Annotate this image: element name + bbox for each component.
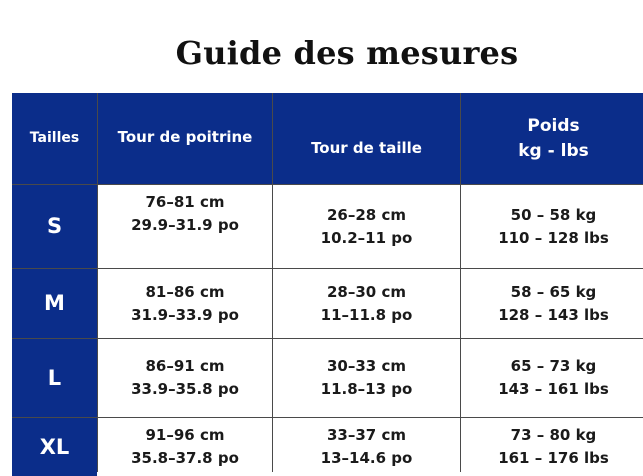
weight-lbs: 161 – 176 lbs (498, 449, 609, 467)
header-size (12, 93, 97, 184)
size-guide-table (12, 93, 643, 472)
size-label: S (46, 214, 63, 238)
header-waist (273, 93, 460, 184)
header-size-label: Tailles (29, 130, 80, 146)
weight-cell (461, 269, 643, 338)
chest-cm: 86–91 cm (145, 357, 225, 375)
weight-kg: 50 – 58 kg (510, 205, 597, 224)
waist-cm: 30–33 cm (327, 357, 406, 375)
header-chest (98, 93, 272, 184)
waist-cell (273, 185, 460, 268)
waist-cm: 26–28 cm (327, 205, 406, 224)
waist-in: 10.2–11 po (320, 228, 413, 247)
size-label: M (44, 291, 65, 315)
weight-cell (461, 418, 643, 476)
chest-cm: 91–96 cm (145, 426, 225, 444)
size-label: XL (39, 434, 70, 459)
header-weight-label: Poids (527, 115, 580, 136)
chest-cm: 76–81 cm (145, 193, 225, 211)
header-weight (461, 93, 643, 184)
header-waist-label: Tour de taille (311, 139, 422, 157)
size-cell (12, 339, 97, 417)
weight-kg: 58 – 65 kg (510, 282, 597, 301)
chest-in: 33.9–35.8 po (131, 380, 239, 398)
chest-in: 29.9–31.9 po (131, 216, 239, 234)
chest-cell (98, 269, 272, 338)
chest-cm: 81–86 cm (145, 282, 225, 301)
weight-kg: 65 – 73 kg (510, 357, 597, 375)
header-chest-label: Tour de poitrine (117, 128, 253, 146)
waist-in: 13–14.6 po (320, 449, 413, 467)
waist-in: 11.8–13 po (320, 380, 413, 398)
waist-cell (273, 418, 460, 476)
weight-lbs: 143 – 161 lbs (498, 380, 609, 398)
weight-cell (461, 185, 643, 268)
size-cell (12, 185, 97, 268)
chest-cell (98, 418, 272, 476)
size-cell (12, 269, 97, 338)
weight-lbs: 128 – 143 lbs (498, 305, 609, 324)
weight-lbs: 110 – 128 lbs (498, 228, 609, 247)
waist-cell (273, 339, 460, 417)
size-cell (12, 418, 97, 476)
waist-cm: 28–30 cm (327, 282, 406, 301)
chest-cell (98, 339, 272, 417)
waist-cm: 33–37 cm (327, 426, 406, 444)
header-weight-units: kg - lbs (518, 140, 589, 161)
waist-in: 11–11.8 po (320, 305, 413, 324)
size-label: L (47, 365, 62, 390)
chest-in: 35.8–37.8 po (131, 449, 239, 467)
weight-kg: 73 – 80 kg (510, 426, 597, 444)
weight-cell (461, 339, 643, 417)
chest-cell (98, 185, 272, 268)
waist-cell (273, 269, 460, 338)
chest-in: 31.9–33.9 po (131, 305, 239, 324)
page-title: Guide des mesures (175, 34, 519, 72)
